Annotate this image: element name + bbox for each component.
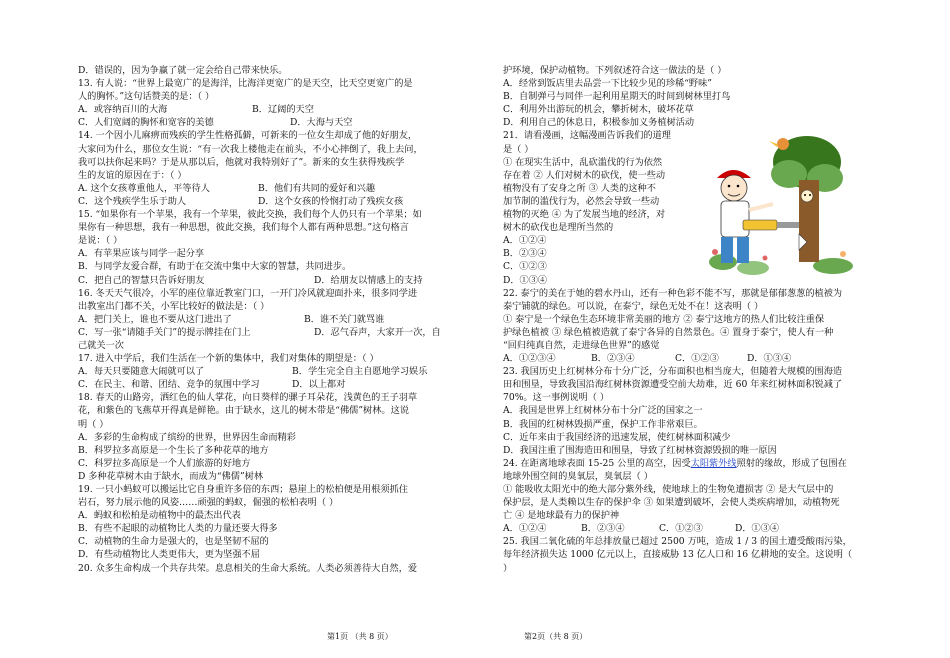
q14-option-b: B．他们有共同的爱好和兴趣 [258, 182, 376, 194]
q23-option-a: A．我国是世界上红树林分布十分广泛的国家之一 [503, 405, 703, 417]
q20-option-d: D．利用自己的休息日，积极参加义务植树活动 [503, 117, 695, 129]
q15-option-a: A．有苹果应该与同学一起分享 [78, 248, 205, 260]
q19-option-c: C．动植物的生命力是强大的，也是坚韧不屈的 [78, 536, 269, 548]
q21-stem-7: 植物的灭绝 ④ 为了发展当地的经济，对 [503, 209, 666, 221]
q14-option-d: D．这个女孩的怜悯打动了残疾女孩 [258, 195, 404, 207]
q21-stem-4: 存在着 ② 人们对树木的砍伐，使一些动 [503, 169, 666, 181]
q20-stem-1: 20. 众多生命构成一个共存共荣。息息相关的生命大系统。人类必须善待大自然，爱 [78, 562, 418, 574]
q22-option-d: D．①③④ [747, 353, 792, 365]
q19-option-a: A．蚂蚁和松柏是动植物中的最杰出代表 [78, 510, 241, 522]
q13-options-row-2 [78, 116, 460, 129]
q13-stem-1: 13. 有人说：“世界上最宽广的是海洋，比海洋更宽广的是天空，比天空更宽广的是 [78, 78, 413, 90]
q21-stem-8: 树木的砍伐也是理所当然的 [503, 222, 614, 234]
bird-icon [769, 138, 789, 150]
q15-stem-1: 15. “如果你有一个苹果，我有一个苹果，彼此交换，我们每个人仍只有一个苹果；如 [78, 209, 422, 221]
q25-stem-3: ） [503, 562, 513, 574]
q22-stem-4: 护绿色植被 ③ 绿色植被造就了泰宁各异的自然景色。④ 置身于泰宁，使人有一种 [503, 326, 834, 338]
page-number-left: 第1页 （共 8 页） [327, 632, 393, 641]
q21-stem-1: 21．请看漫画，这幅漫画告诉我们的道理 [503, 130, 671, 142]
q18-option-d: D 多种花草树木由于缺水，而成为“佛儒”树林 [78, 470, 264, 482]
q25-stem-1: 25. 我国二氧化硫的年总排放量已超过 2500 万吨，造成 1 / 3 的国土遭受酸雨污染， [503, 536, 852, 548]
q15-stem-2: 果你有一种思想，我有一种思想，彼此交换，我们每个人都有两种思想。”这句格言 [78, 222, 409, 234]
q24-option-b: B．②③④ [581, 523, 625, 535]
q15-options-row-cd [78, 274, 460, 287]
q22-option-b: B．②③④ [591, 353, 635, 365]
q23-stem-1: 23. 我国历史上红树林分布十分广泛，分布面积也相当庞大，但随着大规模的围海造 [503, 366, 843, 378]
q24-options-row [503, 522, 881, 535]
q21-option-b: B．②③④ [503, 248, 547, 260]
q14-option-c: C．这个残疾学生乐于助人 [78, 195, 187, 207]
q14-stem-4: 生的友谊的原因在于：（ ） [78, 169, 187, 181]
q22-stem-5: “回归纯真自然，走进绿色世界”的感觉 [503, 339, 660, 351]
q17-options-row-1 [78, 365, 460, 378]
q23-option-b: B．我国的红树林毁损严重，保护工作非常艰巨。 [503, 418, 703, 430]
q14-options-row-1 [78, 182, 460, 195]
q16-option-b: B．谁不关门就骂谁 [304, 313, 385, 325]
q14-stem-1: 14. 一个因小儿麻痹而残疾的学生性格孤僻，可新来的一位女生却成了他的好朋友， [78, 130, 418, 142]
q20-option-b: B．自制弹弓与同伴一起利用星期天的时间到树林里打鸟 [503, 91, 731, 103]
left-column [78, 64, 460, 575]
q24-option-a: A．①②④ [503, 523, 547, 535]
q24-option-c: C．①②③ [659, 523, 703, 535]
q14-option-a: A. 这个女孩尊重他人，平等待人 [78, 182, 210, 194]
q17-option-a: A．每天只要随意大闹就可以了 [78, 366, 205, 378]
q19-stem-1: 19. 一只小蚂蚁可以搬运比它自身重许多倍的东西；悬崖上的松柏便是用根须抓住 [78, 484, 408, 495]
q16-stem-2: 出教室出门都不关，小军比较好的做法是：（ ） [78, 300, 270, 312]
q14-stem-3: 我可以扶你起来吗？于是从那以后，他就对我特别好了”。新来的女生获得残疾学 [78, 156, 405, 168]
q15-option-d: D．给朋友以情感上的支持 [314, 274, 423, 286]
page-number-right: 第2页（共 8 页） [524, 632, 588, 641]
q16-options-row-2 [78, 326, 460, 339]
q16-stem-1: 16. 冬天天气很冷，小军的座位靠近教室门口，一开门冷风就迎面扑来，很多同学进 [78, 287, 418, 299]
q20-option-a: A．经常到饭店里去品尝一下比较少见的珍稀“野味” [503, 78, 712, 90]
q24-stem-3: ① 能吸收太阳光中的绝大部分紫外线，使地球上的生物免遭损害 ② 是大气层中的 [503, 484, 834, 495]
q23-stem-2: 田和围垦，导致我国沿海红树林资源遭受空前大劫难，近 60 年来红树林面积锐减了 [503, 379, 843, 391]
deforestation-cartoon-icon [703, 134, 859, 278]
q24-stem-1 [503, 457, 881, 470]
q13-option-a: A．或容纳百川的大海 [78, 104, 168, 116]
q22-stem-2: 泰宁铺就的绿色。可以说，在泰宁，绿色无处不在！这表明（ ） [503, 300, 764, 312]
tree-icon [771, 136, 843, 262]
q22-options-row [503, 352, 881, 365]
q24-stem-2: 地球外围空间的臭氧层，臭氧层（ ） [503, 470, 653, 482]
q20-option-c: C．利用外出游玩的机会，攀折树木，破坏花草 [503, 104, 694, 116]
q18-stem-3: 明（ ） [78, 418, 109, 430]
q22-option-c: C．①②③ [675, 353, 719, 365]
q21-option-c: C．①②③ [503, 261, 547, 273]
q17-option-b: B．学生完全自主自愿地学习娱乐 [292, 366, 428, 378]
q17-option-c: C．在民主、和谐、团结、竞争的氛围中学习 [78, 379, 260, 391]
uv-link[interactable]: 太阳紫外线 [690, 457, 737, 469]
q17-stem: 17. 进入中学后，我们生活在一个新的集体中，我们对集体的期望是：（ ） [78, 353, 379, 365]
q21-option-a: A．①②④ [503, 235, 547, 247]
q18-stem-2: 花，和紫色的飞燕草开得真是鲜艳。由于缺水，这儿的树木带是“佛儒”树林。这说 [78, 405, 409, 417]
q18-option-c: C．科罗拉多高原是一个人们旅游的好地方 [78, 457, 251, 469]
q19-option-b: B．有些不起眼的动植物比人类的力量还要大得多 [78, 523, 278, 535]
q25-stem-2: 每年经济损失达 1000 亿元以上，直接威胁 13 亿人口和 16 亿耕地的安全。这说明（ [503, 549, 853, 561]
q14-stem-2: 大家问为什么，那位女生说：“有一次我上楼他走在前头，不小心摔倒了，我上去问， [78, 143, 423, 155]
q19-stem-2: 岩石，努力展示他的风姿……顽强的蚂蚁，倔强的松柏表明（ ） [78, 497, 339, 509]
q13-stem-2: 人的胸怀。”这句话赞美的是：（ ） [78, 91, 215, 103]
q15-option-b: B．与同学友爱合群，有助于在交流中集中大家的智慧，共同进步。 [78, 261, 352, 273]
q21-option-d: D．①③④ [503, 274, 548, 286]
q24-stem-4: 保护层，是人类赖以生存的保护伞 ③ 如果遭到破坏，会使人类疾病增加，动植物死 [503, 497, 840, 509]
q15-option-c: C．把自己的智慧只告诉好朋友 [78, 274, 205, 286]
q24-stem-1-text: 24. 在距离地球表面 15-25 公里的高空，因受 [503, 457, 691, 469]
q22-stem-3: ① 泰宁是一个绿色生态环境非常美丽的地方 ② 泰宁这地方的热人们比较注重保 [503, 313, 825, 325]
q13-option-c: C．人们宽阔的胸怀和宽容的美德 [78, 117, 214, 129]
q13-options-row-1 [78, 103, 460, 116]
q23-stem-3: 70%。这一事例说明（ ） [503, 392, 610, 404]
q21-stem-2: 是（ ） [503, 143, 534, 155]
q22-option-a: A．①②③④ [503, 353, 556, 365]
q14-options-row-2 [78, 195, 460, 208]
q12-option-d: D．错误的，因为争赢了就一定会给自己带来快乐。 [78, 65, 288, 76]
q20-stem-2: 护环境，保护动植物。下列叙述符合这一做法的是（ ） [503, 65, 727, 76]
q16-option-d: D．忍气吞声，大家开一次，自 [314, 326, 441, 338]
q15-stem-3: 是说：（ ） [78, 235, 123, 247]
q21-stem-6: 加节制的滥伐行为，必然会导致一些动 [503, 195, 660, 207]
q13-option-b: B．辽阔的天空 [252, 104, 314, 116]
q16-option-c: C．写一张“请随手关门”的提示牌挂在门上 [78, 326, 251, 338]
q21-stem-5: 植物没有了安身之所 ③ 人类的这种不 [503, 182, 656, 194]
q16-options-row-1 [78, 313, 460, 326]
q19-option-d: D．有些动植物比人类更伟大，更为坚强不屈 [78, 549, 260, 561]
q16-option-d-continued: 己就关一次 [78, 339, 124, 351]
q18-option-b: B．科罗拉多高原是一个生长了多种花草的地方 [78, 444, 269, 456]
q13-option-d: D．大海与天空 [290, 117, 353, 129]
q24-option-d: D．①③④ [735, 523, 780, 535]
q24-stem-5: 亡 ④ 是地球最有力的保护神 [503, 510, 620, 522]
q18-option-a: A．多彩的生命构成了缤纷的世界，世界因生命而精彩 [78, 431, 296, 443]
q23-option-c: C．近年来由于我国经济的迅速发展，使红树林面积减少 [503, 431, 731, 443]
q18-stem-1: 18. 春天的山路旁，洒红色的仙人掌花，向日葵样的骡子耳朵花，浅黄色的王子羽草 [78, 392, 418, 404]
q23-option-d: D．我国注重了围海造田和围垦，导致了红树林资源毁损的唯一原因 [503, 444, 777, 456]
q21-stem-3: ① 在现实生活中，乱砍滥伐的行为依然 [503, 156, 663, 168]
q17-option-d: D．以上都对 [292, 379, 346, 391]
q16-option-a: A．把门关上，谁也不要从这门进出了 [78, 313, 232, 325]
q22-stem-1: 22. 泰宁的美在于她的碧水丹山，还有一种色彩不能不写，那就是郁郁葱葱的植被为 [503, 287, 843, 299]
cartoon-svg [703, 134, 859, 278]
q24-stem-1-text-end: 照射的缘故，形成了包围在 [736, 457, 847, 469]
q17-options-row-2 [78, 378, 460, 391]
